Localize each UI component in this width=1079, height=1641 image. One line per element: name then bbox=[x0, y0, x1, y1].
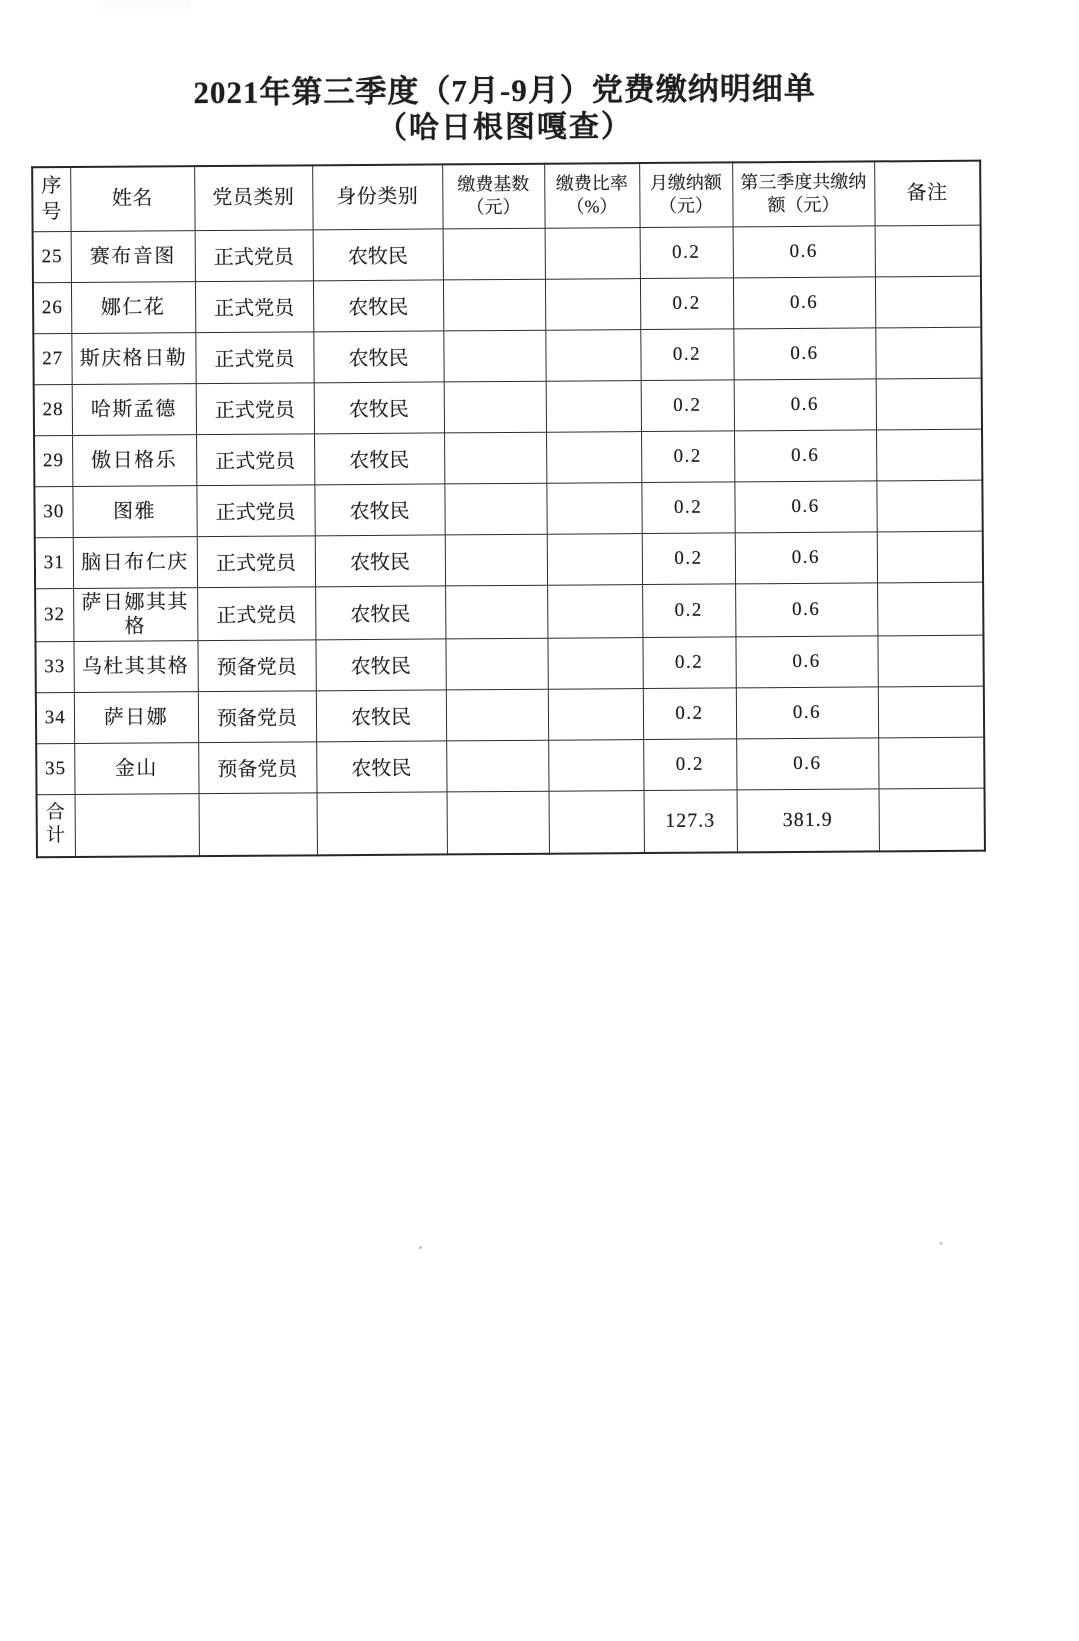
header-remarks: 备注 bbox=[874, 161, 980, 226]
remark-cell bbox=[877, 531, 983, 583]
table-row bbox=[35, 531, 983, 589]
header-serial-number: 序号 bbox=[32, 167, 70, 231]
member-type-cell: 预备党员 bbox=[197, 639, 315, 691]
remark-cell bbox=[878, 737, 984, 789]
monthly-amount-cell: 0.2 bbox=[640, 226, 733, 278]
row-number-cell: 29 bbox=[34, 435, 72, 486]
monthly-amount-cell: 0.2 bbox=[643, 738, 736, 790]
remark-cell bbox=[876, 429, 982, 481]
monthly-amount-cell: 0.2 bbox=[642, 636, 735, 688]
table-row bbox=[36, 686, 984, 744]
remark-cell bbox=[875, 225, 981, 277]
quarter-total-cell: 0.6 bbox=[735, 635, 877, 687]
header-name: 姓名 bbox=[70, 166, 194, 231]
fee-base-cell bbox=[443, 228, 545, 280]
identity-type-cell: 农牧民 bbox=[315, 585, 445, 639]
fee-rate-cell bbox=[545, 227, 640, 279]
total-label-cell: 合计 bbox=[37, 794, 75, 857]
table-row bbox=[33, 276, 981, 334]
quarter-total-cell: 0.6 bbox=[734, 378, 876, 430]
fee-base-cell bbox=[446, 740, 548, 792]
header-fee-rate: 缴费比率（%） bbox=[544, 163, 639, 228]
total-identity-cell bbox=[317, 791, 447, 855]
fee-rate-cell bbox=[547, 533, 642, 585]
identity-type-cell: 农牧民 bbox=[313, 228, 443, 280]
row-number-cell: 32 bbox=[35, 588, 73, 641]
fee-base-cell bbox=[444, 483, 546, 535]
header-quarter-total: 第三季度共缴纳额（元） bbox=[732, 161, 874, 226]
name-cell: 脑日布仁庆 bbox=[73, 536, 197, 588]
header-identity-type: 身份类别 bbox=[312, 164, 442, 229]
table-row bbox=[33, 327, 981, 385]
identity-type-cell: 农牧民 bbox=[316, 740, 446, 792]
quarter-total-cell: 0.6 bbox=[733, 276, 875, 328]
header-row bbox=[32, 161, 980, 232]
monthly-amount-cell: 0.2 bbox=[641, 379, 734, 431]
table-row bbox=[33, 225, 981, 283]
monthly-amount-cell: 0.2 bbox=[640, 277, 733, 329]
name-cell: 赛布音图 bbox=[71, 230, 195, 282]
total-monthly-cell: 127.3 bbox=[644, 789, 737, 853]
monthly-amount-cell: 0.2 bbox=[643, 687, 736, 739]
row-number-cell: 25 bbox=[33, 231, 71, 282]
fee-base-cell bbox=[444, 432, 546, 484]
document-title: 2021年第三季度（7月-9月）党费缴纳明细单 bbox=[193, 70, 816, 111]
name-cell: 萨日娜 bbox=[74, 691, 198, 743]
remark-cell bbox=[876, 480, 982, 532]
row-number-cell: 34 bbox=[36, 692, 74, 743]
remark-cell bbox=[875, 276, 981, 328]
remark-cell bbox=[878, 686, 984, 738]
total-name-cell bbox=[75, 793, 199, 857]
fee-rate-cell bbox=[547, 637, 642, 689]
member-type-cell: 正式党员 bbox=[197, 535, 315, 587]
fee-base-cell bbox=[444, 381, 546, 433]
member-type-cell: 正式党员 bbox=[197, 586, 315, 640]
row-number-cell: 28 bbox=[34, 384, 72, 435]
name-cell: 娜仁花 bbox=[71, 281, 195, 333]
fee-rate-cell bbox=[545, 278, 640, 330]
quarter-total-cell: 0.6 bbox=[734, 429, 876, 481]
name-cell: 图雅 bbox=[72, 485, 196, 537]
identity-type-cell: 农牧民 bbox=[316, 689, 446, 741]
identity-type-cell: 农牧民 bbox=[315, 534, 445, 586]
row-number-cell: 30 bbox=[34, 486, 72, 537]
scan-speck bbox=[939, 1242, 943, 1245]
document-subtitle: （哈日根图嘎查） bbox=[376, 110, 634, 145]
name-cell: 傲日格乐 bbox=[72, 434, 196, 486]
identity-type-cell: 农牧民 bbox=[314, 432, 444, 484]
scan-speck bbox=[419, 1246, 422, 1249]
remark-cell bbox=[876, 378, 982, 430]
identity-type-cell: 农牧民 bbox=[315, 638, 445, 690]
total-remark-cell bbox=[879, 788, 985, 852]
remark-cell bbox=[877, 582, 983, 636]
monthly-amount-cell: 0.2 bbox=[642, 532, 735, 584]
table-row bbox=[34, 429, 982, 487]
identity-type-cell: 农牧民 bbox=[314, 381, 444, 433]
quarter-total-cell: 0.6 bbox=[734, 480, 876, 532]
fee-rate-cell bbox=[547, 584, 642, 638]
row-number-cell: 35 bbox=[36, 743, 74, 794]
name-cell: 乌杜其其格 bbox=[73, 640, 197, 692]
table-row bbox=[34, 480, 982, 538]
member-type-cell: 正式党员 bbox=[195, 229, 313, 281]
header-monthly-amount: 月缴纳额（元） bbox=[639, 162, 732, 227]
remark-cell bbox=[877, 635, 983, 687]
name-cell: 斯庆格日勒 bbox=[71, 332, 195, 384]
fee-rate-cell bbox=[548, 688, 643, 740]
fee-base-cell bbox=[446, 689, 548, 741]
fee-base-cell bbox=[443, 279, 545, 331]
name-cell: 金山 bbox=[74, 742, 198, 794]
row-number-cell: 31 bbox=[35, 537, 73, 588]
member-type-cell: 正式党员 bbox=[195, 331, 313, 383]
monthly-amount-cell: 0.2 bbox=[642, 583, 735, 637]
fee-base-cell bbox=[445, 638, 547, 690]
member-type-cell: 正式党员 bbox=[196, 484, 314, 536]
table-row bbox=[34, 378, 982, 436]
party-fee-table bbox=[31, 160, 986, 859]
fee-base-cell bbox=[445, 534, 547, 586]
member-type-cell: 正式党员 bbox=[196, 433, 314, 485]
fee-rate-cell bbox=[548, 739, 643, 791]
member-type-cell: 预备党员 bbox=[198, 741, 316, 793]
member-type-cell: 正式党员 bbox=[195, 280, 313, 332]
header-member-type: 党员类别 bbox=[194, 165, 312, 230]
quarter-total-cell: 0.6 bbox=[733, 225, 875, 277]
quarter-total-cell: 0.6 bbox=[733, 327, 875, 379]
total-fee-rate-cell bbox=[549, 790, 644, 854]
total-member-cell bbox=[199, 792, 317, 856]
total-quarter-cell: 381.9 bbox=[737, 788, 879, 852]
total-fee-base-cell bbox=[447, 791, 549, 855]
scan-smudge bbox=[103, 0, 191, 14]
identity-type-cell: 农牧民 bbox=[314, 483, 444, 535]
header-fee-base: 缴费基数（元） bbox=[442, 164, 544, 229]
name-cell: 哈斯孟德 bbox=[72, 383, 196, 435]
scanned-sheet bbox=[30, 0, 984, 858]
identity-type-cell: 农牧民 bbox=[313, 330, 443, 382]
remark-cell bbox=[875, 327, 981, 379]
quarter-total-cell: 0.6 bbox=[735, 531, 877, 583]
fee-rate-cell bbox=[546, 482, 641, 534]
row-number-cell: 33 bbox=[35, 641, 73, 692]
quarter-total-cell: 0.6 bbox=[736, 737, 878, 789]
row-number-cell: 26 bbox=[33, 282, 71, 333]
monthly-amount-cell: 0.2 bbox=[641, 481, 734, 533]
fee-rate-cell bbox=[546, 431, 641, 483]
monthly-amount-cell: 0.2 bbox=[641, 430, 734, 482]
member-type-cell: 正式党员 bbox=[196, 382, 314, 434]
name-cell: 萨日娜其其格 bbox=[73, 587, 197, 641]
quarter-total-cell: 0.6 bbox=[735, 582, 877, 636]
fee-rate-cell bbox=[545, 329, 640, 381]
table-row bbox=[35, 582, 983, 642]
fee-base-cell bbox=[445, 585, 547, 639]
fee-rate-cell bbox=[546, 380, 641, 432]
fee-base-cell bbox=[443, 330, 545, 382]
monthly-amount-cell: 0.2 bbox=[640, 328, 733, 380]
identity-type-cell: 农牧民 bbox=[313, 279, 443, 331]
quarter-total-cell: 0.6 bbox=[736, 686, 878, 738]
member-type-cell: 预备党员 bbox=[198, 690, 316, 742]
total-row bbox=[37, 788, 985, 858]
row-number-cell: 27 bbox=[33, 333, 71, 384]
table-row bbox=[35, 635, 983, 693]
table-row bbox=[36, 737, 984, 795]
